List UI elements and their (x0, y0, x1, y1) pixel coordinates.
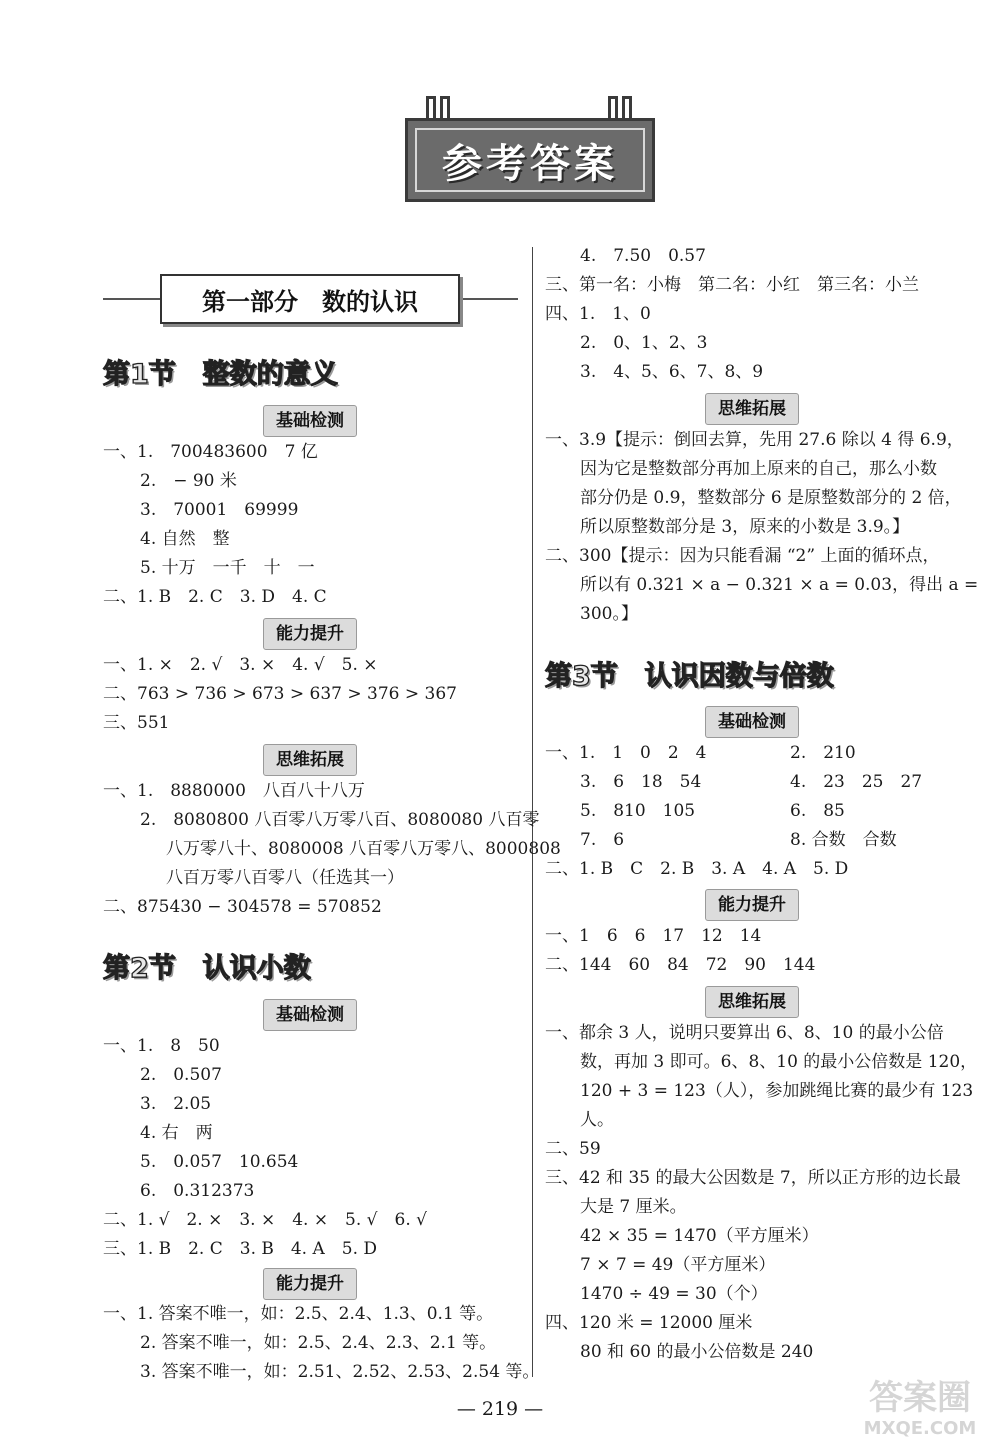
answer-line: 数，再加 3 即可。6、8、10 的最小公倍数是 120， (580, 1052, 978, 1072)
answer-line: 3. 2.05 (140, 1094, 212, 1114)
pill-s1-basic: 基础检测 (263, 405, 357, 437)
answer-line: 二、875430 − 304578 = 570852 (103, 897, 382, 917)
answer-line: 三、42 和 35 的最大公因数是 7，所以正方形的边长最 (545, 1168, 961, 1188)
answer-line: 2. 0、1、2、3 (580, 333, 708, 353)
grid-cell-right: 6. 85 (790, 801, 845, 821)
pill-s3-ability: 能力提升 (705, 889, 799, 921)
answer-line: 一、1. 8 50 (103, 1036, 220, 1056)
section-1-title: 第1节 整数的意义 (103, 359, 338, 390)
answer-line: 部分仍是 0.9，整数部分 6 是原整数部分的 2 倍， (580, 488, 962, 508)
grid-cell-right: 4. 23 25 27 (790, 772, 923, 792)
answer-line: 所以原整数部分是 3，原来的小数是 3.9。】 (580, 517, 910, 537)
answer-line: 2. − 90 米 (140, 471, 237, 491)
pill-s2-basic: 基础检测 (263, 999, 357, 1031)
answer-line: 120 + 3 = 123（人），参加跳绳比赛的最少有 123 (580, 1081, 974, 1101)
answer-line: 二、300【提示：因为只能看漏 “2” 上面的循环点， (545, 546, 940, 566)
answer-line: 一、都余 3 人，说明只要算出 6、8、10 的最小公倍 (545, 1023, 944, 1043)
answer-line: 大是 7 厘米。 (580, 1197, 687, 1217)
answer-line: 一、1. 8880000 八百八十八万 (103, 781, 365, 801)
answer-line: 四、1. 1、0 (545, 304, 651, 324)
answer-line: 人。 (580, 1110, 614, 1130)
answer-line: 5. 0.057 10.654 (140, 1152, 299, 1172)
answer-line: 1470 ÷ 49 = 30（个） (580, 1284, 768, 1304)
answer-line: 二、1. B 2. C 3. D 4. C (103, 587, 327, 607)
answer-line: 2. 8080800 八百零八万零八百、8080080 八百零 (140, 810, 540, 830)
grid-cell-left: 3. 6 18 54 (580, 772, 702, 792)
grid-cell-left: 7. 6 (580, 830, 625, 850)
answer-line: 3. 答案不唯一，如：2.51、2.52、2.53、2.54 等。 (140, 1362, 540, 1382)
answer-line: 所以有 0.321 × a − 0.321 × a = 0.03，得出 a = (580, 575, 979, 595)
answer-line: 2. 答案不唯一，如：2.5、2.4、2.3、2.1 等。 (140, 1333, 497, 1353)
grid-cell-right: 2. 210 (790, 743, 856, 763)
answer-line: 三、1. B 2. C 3. B 4. A 5. D (103, 1239, 378, 1259)
answer-line: 一、1. 700483600 7 亿 (103, 442, 318, 462)
pill-s2-thinking: 思维拓展 (705, 393, 799, 425)
answer-line: 42 × 35 = 1470（平方厘米） (580, 1226, 819, 1246)
part-rule-right (460, 298, 518, 300)
answer-line: 300。】 (580, 604, 638, 624)
page-number: — 219 — (456, 1398, 544, 1420)
grid-cell-right: 8. 合数 合数 (790, 830, 897, 850)
grid-cell-left: 5. 810 105 (580, 801, 696, 821)
watermark-domain: MXQE.COM (863, 1418, 977, 1439)
answer-line: 5. 十万 一千 十 一 (140, 558, 315, 578)
answer-line: 6. 0.312373 (140, 1181, 255, 1201)
answer-line: 4. 右 两 (140, 1123, 213, 1143)
answer-line: 4. 自然 整 (140, 529, 230, 549)
answer-line: 3. 70001 69999 (140, 500, 299, 520)
answer-line: 3. 4、5、6、7、8、9 (580, 362, 764, 382)
answer-line: 三、第一名：小梅 第二名：小红 第三名：小兰 (545, 275, 919, 295)
part-rule-left (103, 298, 161, 300)
pill-s3-basic: 基础检测 (705, 706, 799, 738)
answer-line: 一、1. 答案不唯一，如：2.5、2.4、1.3、0.1 等。 (103, 1304, 494, 1324)
pill-s2-ability: 能力提升 (263, 1268, 357, 1300)
pill-s1-thinking: 思维拓展 (263, 744, 357, 776)
answer-banner (405, 118, 655, 202)
answer-line: 因为它是整数部分再加上原来的自己，那么小数 (580, 459, 937, 479)
watermark-logo (850, 1378, 990, 1448)
watermark-text: 答案圈 (869, 1378, 971, 1418)
answer-line: 二、144 60 84 72 90 144 (545, 955, 816, 975)
section-2-title: 第2节 认识小数 (103, 953, 311, 984)
answer-line: 2. 0.507 (140, 1065, 222, 1085)
answer-line: 四、120 米 = 12000 厘米 (545, 1313, 753, 1333)
section-3-title: 第3节 认识因数与倍数 (545, 661, 834, 692)
answer-line: 八百万零八百零八（任选其一） (166, 868, 404, 888)
pill-s3-thinking: 思维拓展 (705, 986, 799, 1018)
answer-line: 二、59 (545, 1139, 601, 1159)
answer-line: 4. 7.50 0.57 (580, 246, 706, 266)
grid-cell-left: 一、1. 1 0 2 4 (545, 743, 707, 763)
answer-line: 八万零八十、8080008 八百零八万零八、8000808 (166, 839, 561, 859)
answer-line: 二、1. B C 2. B 3. A 4. A 5. D (545, 859, 849, 879)
answer-line: 二、1. √ 2. × 3. × 4. × 5. √ 6. √ (103, 1210, 427, 1230)
part-title: 第一部分 数的认识 (160, 274, 460, 324)
answer-line: 二、763 > 736 > 673 > 637 > 376 > 367 (103, 684, 457, 704)
answer-line: 80 和 60 的最小公倍数是 240 (580, 1342, 814, 1362)
answer-line: 一、1. × 2. √ 3. × 4. √ 5. × (103, 655, 378, 675)
banner-title: 参考答案 (415, 128, 645, 192)
answer-line: 三、551 (103, 713, 170, 733)
answer-line: 7 × 7 = 49（平方厘米） (580, 1255, 776, 1275)
answer-line: 一、3.9【提示：倒回去算，先用 27.6 除以 4 得 6.9， (545, 430, 964, 450)
answer-line: 一、1 6 6 17 12 14 (545, 926, 762, 946)
pill-s1-ability: 能力提升 (263, 618, 357, 650)
